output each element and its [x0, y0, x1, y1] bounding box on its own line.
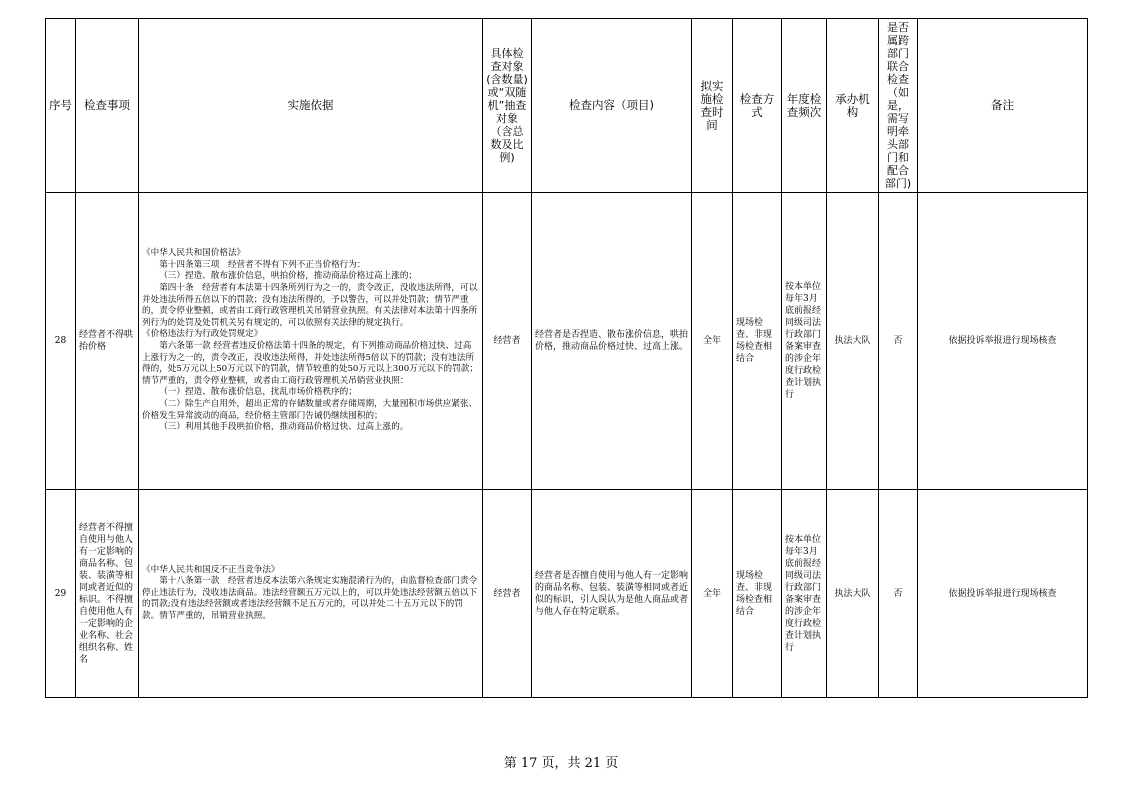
basis-line: 第十四条第三项 经营者不得有下列不正当价格行为：	[159, 259, 366, 270]
basis-line: 《价格违法行为行政处罚规定》	[142, 329, 263, 340]
row-time: 全年	[692, 193, 733, 490]
header-freq: 年度检查频次	[782, 19, 827, 193]
basis-line: （二）除生产自用外，超出正常的存储数量或者存储周期，大量囤积市场供应紧张、价格发生异常波动的商品，经价格主管部门告诫仍继续囤积的；	[142, 398, 478, 421]
header-object: 具体检查对象(含数量)或“双随机”抽查对象（含总数及比例)	[483, 19, 532, 193]
table-row	[46, 490, 1088, 698]
row-content: 经营者是否捏造、散布涨价信息，哄拍价格，推动商品价格过快、过高上涨。	[532, 193, 692, 490]
row-remark: 依据投诉举报进行现场核查	[918, 193, 1088, 490]
basis-line: 第十八条第一款 经营者违反本法第六条规定实施混淆行为的，由监督检查部门责令停止违法行为，没收违法商品。违法经营额五万元以上的，可以并处违法经营额五倍以下的罚款;没有违法经营额或者违法经营额不足五万元的，可以并处二十五万元以下的罚款。情节严重的，吊销营业执照。	[142, 576, 478, 621]
basis-line: （三）捏造、散布涨价信息，哄拍价格，推动商品价格过高上涨的；	[159, 271, 418, 282]
row-agency: 执法大队	[827, 193, 879, 490]
row-freq: 按本单位每年3月底前报经同级司法行政部门备案审查的涉企年度行政检查计划执行	[782, 490, 827, 698]
row-seq: 29	[46, 490, 76, 698]
header-basis: 实施依据	[139, 19, 483, 193]
row-basis	[139, 193, 483, 490]
row-basis	[139, 490, 483, 698]
row-agency: 执法大队	[827, 490, 879, 698]
header-seq: 序号	[46, 19, 76, 193]
header-time: 拟实施检查时间	[692, 19, 733, 193]
row-freq: 按本单位每年3月底前报经同级司法行政部门备案审查的涉企年度行政检查计划执行	[782, 193, 827, 490]
basis-line: 《中华人民共和国反不正当竞争法》	[142, 564, 280, 575]
header-joint: 是否属跨部门联合检查（如是，需写明牵头部门和配合部门)	[879, 19, 918, 193]
header-item: 检查事项	[76, 19, 139, 193]
header-remark: 备注	[918, 19, 1088, 193]
row-method: 现场检查、非现场检查相结合	[733, 490, 782, 698]
header-content: 检查内容（项目)	[532, 19, 692, 193]
row-object: 经营者	[483, 193, 532, 490]
row-joint: 否	[879, 490, 918, 698]
row-object: 经营者	[483, 490, 532, 698]
header-agency: 承办机构	[827, 19, 879, 193]
table-row	[46, 193, 1088, 490]
row-remark: 依据投诉举报进行现场核查	[918, 490, 1088, 698]
basis-line: （一）捏造、散布涨价信息，扰乱市场价格秩序的；	[159, 387, 357, 398]
row-joint: 否	[879, 193, 918, 490]
basis-line: 第六条第一款 经营者违反价格法第十四条的规定，有下列推动商品价格过快、过高上涨行为之一的，责令改正，没收违法所得，并处违法所得5倍以下的罚款；没有违法所得的，处5万元以上50万元以下的罚款，情节较重的处50万元以上300万元以下的罚款；情节严重的，责令停业整顿，或者由工商行政管理机关吊销营业执照：	[142, 341, 478, 386]
basis-line: 第四十条 经营者有本法第十四条所列行为之一的，责令改正，没收违法所得，可以并处违法所得五倍以下的罚款；没有违法所得的，予以警告，可以并处罚款；情节严重的，责令停业整顿，或者由工商行政管理机关吊销营业执照。有关法律对本法第十四条所列行为的处罚及处罚机关另有规定的，可以依照有关法律的规定执行。	[142, 283, 478, 328]
header-method: 检查方式	[733, 19, 782, 193]
row-seq: 28	[46, 193, 76, 490]
row-content: 经营者是否擅自使用与他人有一定影响的商品名称、包装、装潢等相同或者近似的标识，引人误认为是他人商品或者与他人存在特定联系。	[532, 490, 692, 698]
header-row	[46, 19, 1088, 193]
row-item: 经营者不得擅自使用与他人有一定影响的商品名称、包装、装潢等相同或者近似的标识。不得擅自使用他人有一定影响的企业名称、社会组织名称、姓 名	[76, 490, 139, 698]
basis-line: 《中华人民共和国价格法》	[142, 248, 246, 259]
inspection-table	[45, 18, 1088, 698]
row-method: 现场检查、非现场检查相结合	[733, 193, 782, 490]
row-time: 全年	[692, 490, 733, 698]
basis-line: （三）利用其他手段哄拍价格，推动商品价格过快、过高上涨的。	[159, 422, 409, 433]
row-item: 经营者不得哄抬价格	[76, 193, 139, 490]
page-number: 第 17 页，共 21 页	[503, 756, 619, 771]
